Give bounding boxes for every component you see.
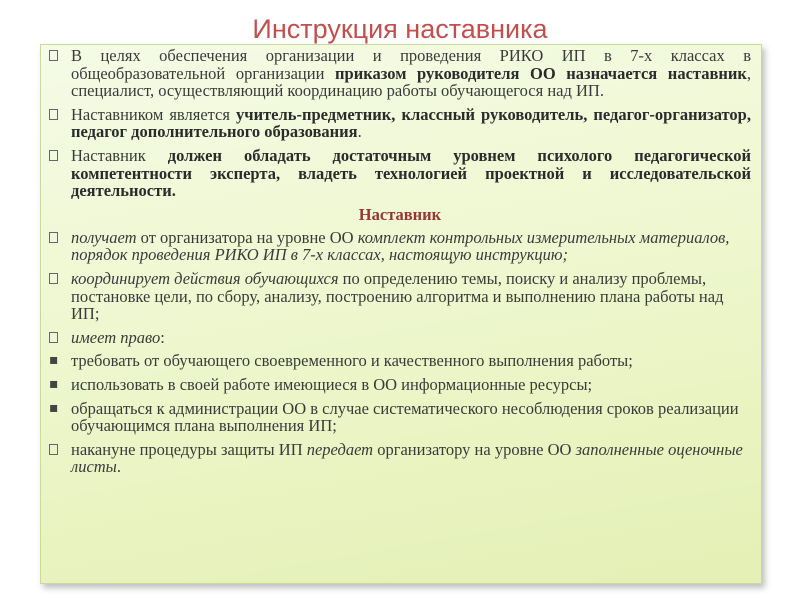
list-item <box>49 329 751 347</box>
list-item-text <box>71 146 751 200</box>
text-run: передает <box>306 439 374 459</box>
section-heading: Наставник <box>358 204 442 224</box>
bullet-dot-icon: ▪ <box>49 375 59 392</box>
text-run: требовать от обучающего своевременного и качественного выполнения работы; <box>71 351 633 371</box>
bullet-square-icon <box>49 50 58 61</box>
list-item-text <box>71 269 723 323</box>
bullet-square-icon <box>49 444 58 455</box>
bullet-dot-icon: ▪ <box>49 399 59 416</box>
text-run: . <box>116 457 121 477</box>
text-run: обращаться к администрации ОО в случае систематического несоблюдения сроков реализации обучающимся плана выполнения ИП; <box>71 398 739 436</box>
text-run: В целях обеспечения организации и проведения РИКО ИП в 7-х классах в общеобразовательной организации <box>71 46 751 83</box>
bullet-square-icon <box>49 332 58 343</box>
list-item <box>49 352 751 370</box>
bullet-square-icon <box>49 109 58 120</box>
bullet-square-icon <box>49 273 58 284</box>
list-item <box>49 147 751 200</box>
text-run: . <box>357 122 362 142</box>
text-run: приказом руководителя ОО назначается наставник <box>335 63 747 83</box>
text-run: комплект контрольных измерительных материалов, порядок проведения РИКО ИП в 7-х классах, настоящую инструкцию; <box>71 227 730 265</box>
text-run: координирует действия обучающихся <box>71 268 339 288</box>
list-item-text <box>71 440 743 477</box>
text-run: накануне процедуры защиты ИП <box>71 439 307 459</box>
list-item-text <box>71 351 633 370</box>
text-run: Наставник <box>71 145 168 165</box>
list-item-text <box>71 228 729 265</box>
list-item <box>49 106 751 141</box>
text-run: по определению темы, поиску и анализу проблемы, постановке цели, по сбору, анализу, построению алгоритма и выполнению плана работы над ИП; <box>71 268 724 324</box>
text-run: должен обладать достаточным уровнем психолого педагогической компетентности эксперта, владеть технологией проектной и исследовательской деятельности. <box>71 145 751 201</box>
text-run: : <box>160 327 165 347</box>
text-run: заполненные оценочные листы <box>71 439 743 477</box>
list-item <box>49 270 751 323</box>
list-item <box>49 47 751 100</box>
list-item <box>49 376 751 394</box>
bullet-square-icon <box>49 232 58 243</box>
text-run: , специалист, осуществляющий координацию работы обучающегося над ИП. <box>71 63 751 101</box>
text-run: от организатора на уровне ОО <box>136 227 358 247</box>
text-run: Наставником является <box>71 104 237 124</box>
list-item-text <box>71 46 751 100</box>
text-run: учитель-предметник, классный руководитель, педагог-организатор, педагог дополнительного образования <box>71 104 751 142</box>
page-title: Инструкция наставника <box>252 14 548 44</box>
duties-list <box>49 229 751 476</box>
list-item <box>49 441 751 476</box>
list-item-text <box>71 399 739 436</box>
list-item <box>49 400 751 435</box>
text-run: организатору на уровне ОО <box>373 439 576 459</box>
bullet-dot-icon: ▪ <box>49 352 59 369</box>
content-box <box>40 44 762 584</box>
list-item-text <box>71 105 751 142</box>
list-item <box>49 229 751 264</box>
text-run: получает <box>71 227 137 247</box>
text-run: использовать в своей работе имеющиеся в ОО информационные ресурсы; <box>71 374 593 394</box>
list-item-text <box>71 328 165 347</box>
bullet-square-icon <box>49 150 58 161</box>
text-run: имеет право <box>71 327 161 347</box>
list-item-text <box>71 375 592 394</box>
intro-list <box>49 47 751 200</box>
